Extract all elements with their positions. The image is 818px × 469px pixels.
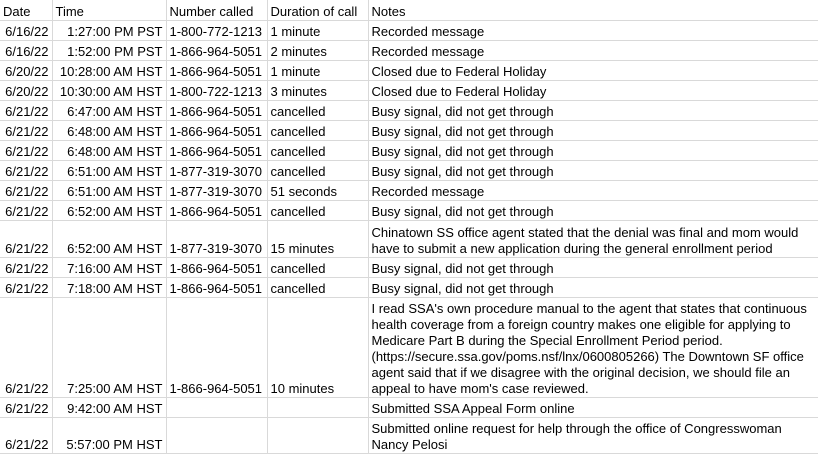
header-row [0,0,818,21]
column-header-date[interactable]: Date [0,0,52,21]
time-cell[interactable]: 6:52:00 AM HST [52,221,166,258]
notes-cell[interactable]: Busy signal, did not get through [368,161,818,181]
date-cell[interactable]: 6/21/22 [0,121,52,141]
notes-cell[interactable]: Chinatown SS office agent stated that the denial was final and mom would have to submit a new application during the general enrollment period [368,221,818,258]
time-cell[interactable]: 6:48:00 AM HST [52,121,166,141]
number-cell[interactable]: 1-877-319-3070 [166,181,267,201]
notes-cell[interactable]: I read SSA's own procedure manual to the agent that states that continuous health coverage from a foreign country makes one eligible for applying to Medicare Part B during the Special Enrollment Period period. (https://secure.ssa.gov/poms.nsf/lnx/0600805266) The Downtown SF office agent said that if we disagree with the original decision, we should file an appeal to have mom's case reviewed. [368,298,818,398]
date-cell[interactable]: 6/21/22 [0,298,52,398]
date-cell[interactable]: 6/21/22 [0,258,52,278]
date-cell[interactable]: 6/21/22 [0,221,52,258]
notes-cell[interactable]: Recorded message [368,41,818,61]
date-cell[interactable]: 6/21/22 [0,181,52,201]
date-cell[interactable]: 6/21/22 [0,141,52,161]
table-row [0,258,818,278]
time-cell[interactable]: 6:51:00 AM HST [52,161,166,181]
duration-cell[interactable]: cancelled [267,161,368,181]
number-cell[interactable]: 1-800-772-1213 [166,21,267,41]
table-row [0,278,818,298]
notes-cell[interactable]: Busy signal, did not get through [368,101,818,121]
table-row [0,41,818,61]
number-cell[interactable]: 1-866-964-5051 [166,201,267,221]
number-cell[interactable] [166,418,267,454]
table-row [0,101,818,121]
column-header-duration[interactable]: Duration of call [267,0,368,21]
time-cell[interactable]: 6:51:00 AM HST [52,181,166,201]
column-header-number-called[interactable]: Number called [166,0,267,21]
date-cell[interactable]: 6/21/22 [0,101,52,121]
notes-cell[interactable]: Busy signal, did not get through [368,258,818,278]
time-cell[interactable]: 6:48:00 AM HST [52,141,166,161]
table-row [0,141,818,161]
number-cell[interactable]: 1-866-964-5051 [166,141,267,161]
time-cell[interactable]: 6:47:00 AM HST [52,101,166,121]
column-header-notes[interactable]: Notes [368,0,818,21]
number-cell[interactable]: 1-866-964-5051 [166,41,267,61]
number-cell[interactable]: 1-800-722-1213 [166,81,267,101]
table-row [0,161,818,181]
date-cell[interactable]: 6/21/22 [0,201,52,221]
number-cell[interactable] [166,398,267,418]
notes-cell[interactable]: Recorded message [368,181,818,201]
date-cell[interactable]: 6/21/22 [0,418,52,454]
duration-cell[interactable]: 3 minutes [267,81,368,101]
time-cell[interactable]: 7:25:00 AM HST [52,298,166,398]
duration-cell[interactable]: 15 minutes [267,221,368,258]
notes-cell[interactable]: Busy signal, did not get through [368,141,818,161]
duration-cell[interactable]: 10 minutes [267,298,368,398]
table-row [0,21,818,41]
notes-cell[interactable]: Submitted SSA Appeal Form online [368,398,818,418]
number-cell[interactable]: 1-877-319-3070 [166,221,267,258]
time-cell[interactable]: 1:27:00 PM PST [52,21,166,41]
time-cell[interactable]: 10:30:00 AM HST [52,81,166,101]
table-row [0,81,818,101]
table-row [0,398,818,418]
date-cell[interactable]: 6/21/22 [0,398,52,418]
duration-cell[interactable]: cancelled [267,278,368,298]
number-cell[interactable]: 1-866-964-5051 [166,278,267,298]
table-row [0,61,818,81]
number-cell[interactable]: 1-866-964-5051 [166,298,267,398]
notes-cell[interactable]: Closed due to Federal Holiday [368,61,818,81]
duration-cell[interactable] [267,418,368,454]
notes-cell[interactable]: Recorded message [368,21,818,41]
date-cell[interactable]: 6/16/22 [0,21,52,41]
table-row [0,201,818,221]
duration-cell[interactable]: cancelled [267,141,368,161]
table-row [0,181,818,201]
date-cell[interactable]: 6/21/22 [0,278,52,298]
date-cell[interactable]: 6/20/22 [0,61,52,81]
duration-cell[interactable]: 51 seconds [267,181,368,201]
notes-cell[interactable]: Closed due to Federal Holiday [368,81,818,101]
date-cell[interactable]: 6/20/22 [0,81,52,101]
notes-cell[interactable]: Busy signal, did not get through [368,201,818,221]
time-cell[interactable]: 10:28:00 AM HST [52,61,166,81]
table-row [0,121,818,141]
duration-cell[interactable]: 2 minutes [267,41,368,61]
duration-cell[interactable]: 1 minute [267,61,368,81]
number-cell[interactable]: 1-866-964-5051 [166,258,267,278]
duration-cell[interactable]: cancelled [267,101,368,121]
time-cell[interactable]: 9:42:00 AM HST [52,398,166,418]
duration-cell[interactable]: cancelled [267,201,368,221]
notes-cell[interactable]: Busy signal, did not get through [368,121,818,141]
number-cell[interactable]: 1-866-964-5051 [166,121,267,141]
duration-cell[interactable]: cancelled [267,121,368,141]
date-cell[interactable]: 6/16/22 [0,41,52,61]
duration-cell[interactable] [267,398,368,418]
time-cell[interactable]: 1:52:00 PM PST [52,41,166,61]
duration-cell[interactable]: 1 minute [267,21,368,41]
time-cell[interactable]: 6:52:00 AM HST [52,201,166,221]
time-cell[interactable]: 5:57:00 PM HST [52,418,166,454]
time-cell[interactable]: 7:16:00 AM HST [52,258,166,278]
notes-cell[interactable]: Submitted online request for help through the office of Congresswoman Nancy Pelosi [368,418,818,454]
table-row [0,418,818,454]
notes-cell[interactable]: Busy signal, did not get through [368,278,818,298]
table-row [0,298,818,398]
column-header-time[interactable]: Time [52,0,166,21]
time-cell[interactable]: 7:18:00 AM HST [52,278,166,298]
number-cell[interactable]: 1-877-319-3070 [166,161,267,181]
duration-cell[interactable]: cancelled [267,258,368,278]
number-cell[interactable]: 1-866-964-5051 [166,61,267,81]
table-row [0,221,818,258]
number-cell[interactable]: 1-866-964-5051 [166,101,267,121]
date-cell[interactable]: 6/21/22 [0,161,52,181]
